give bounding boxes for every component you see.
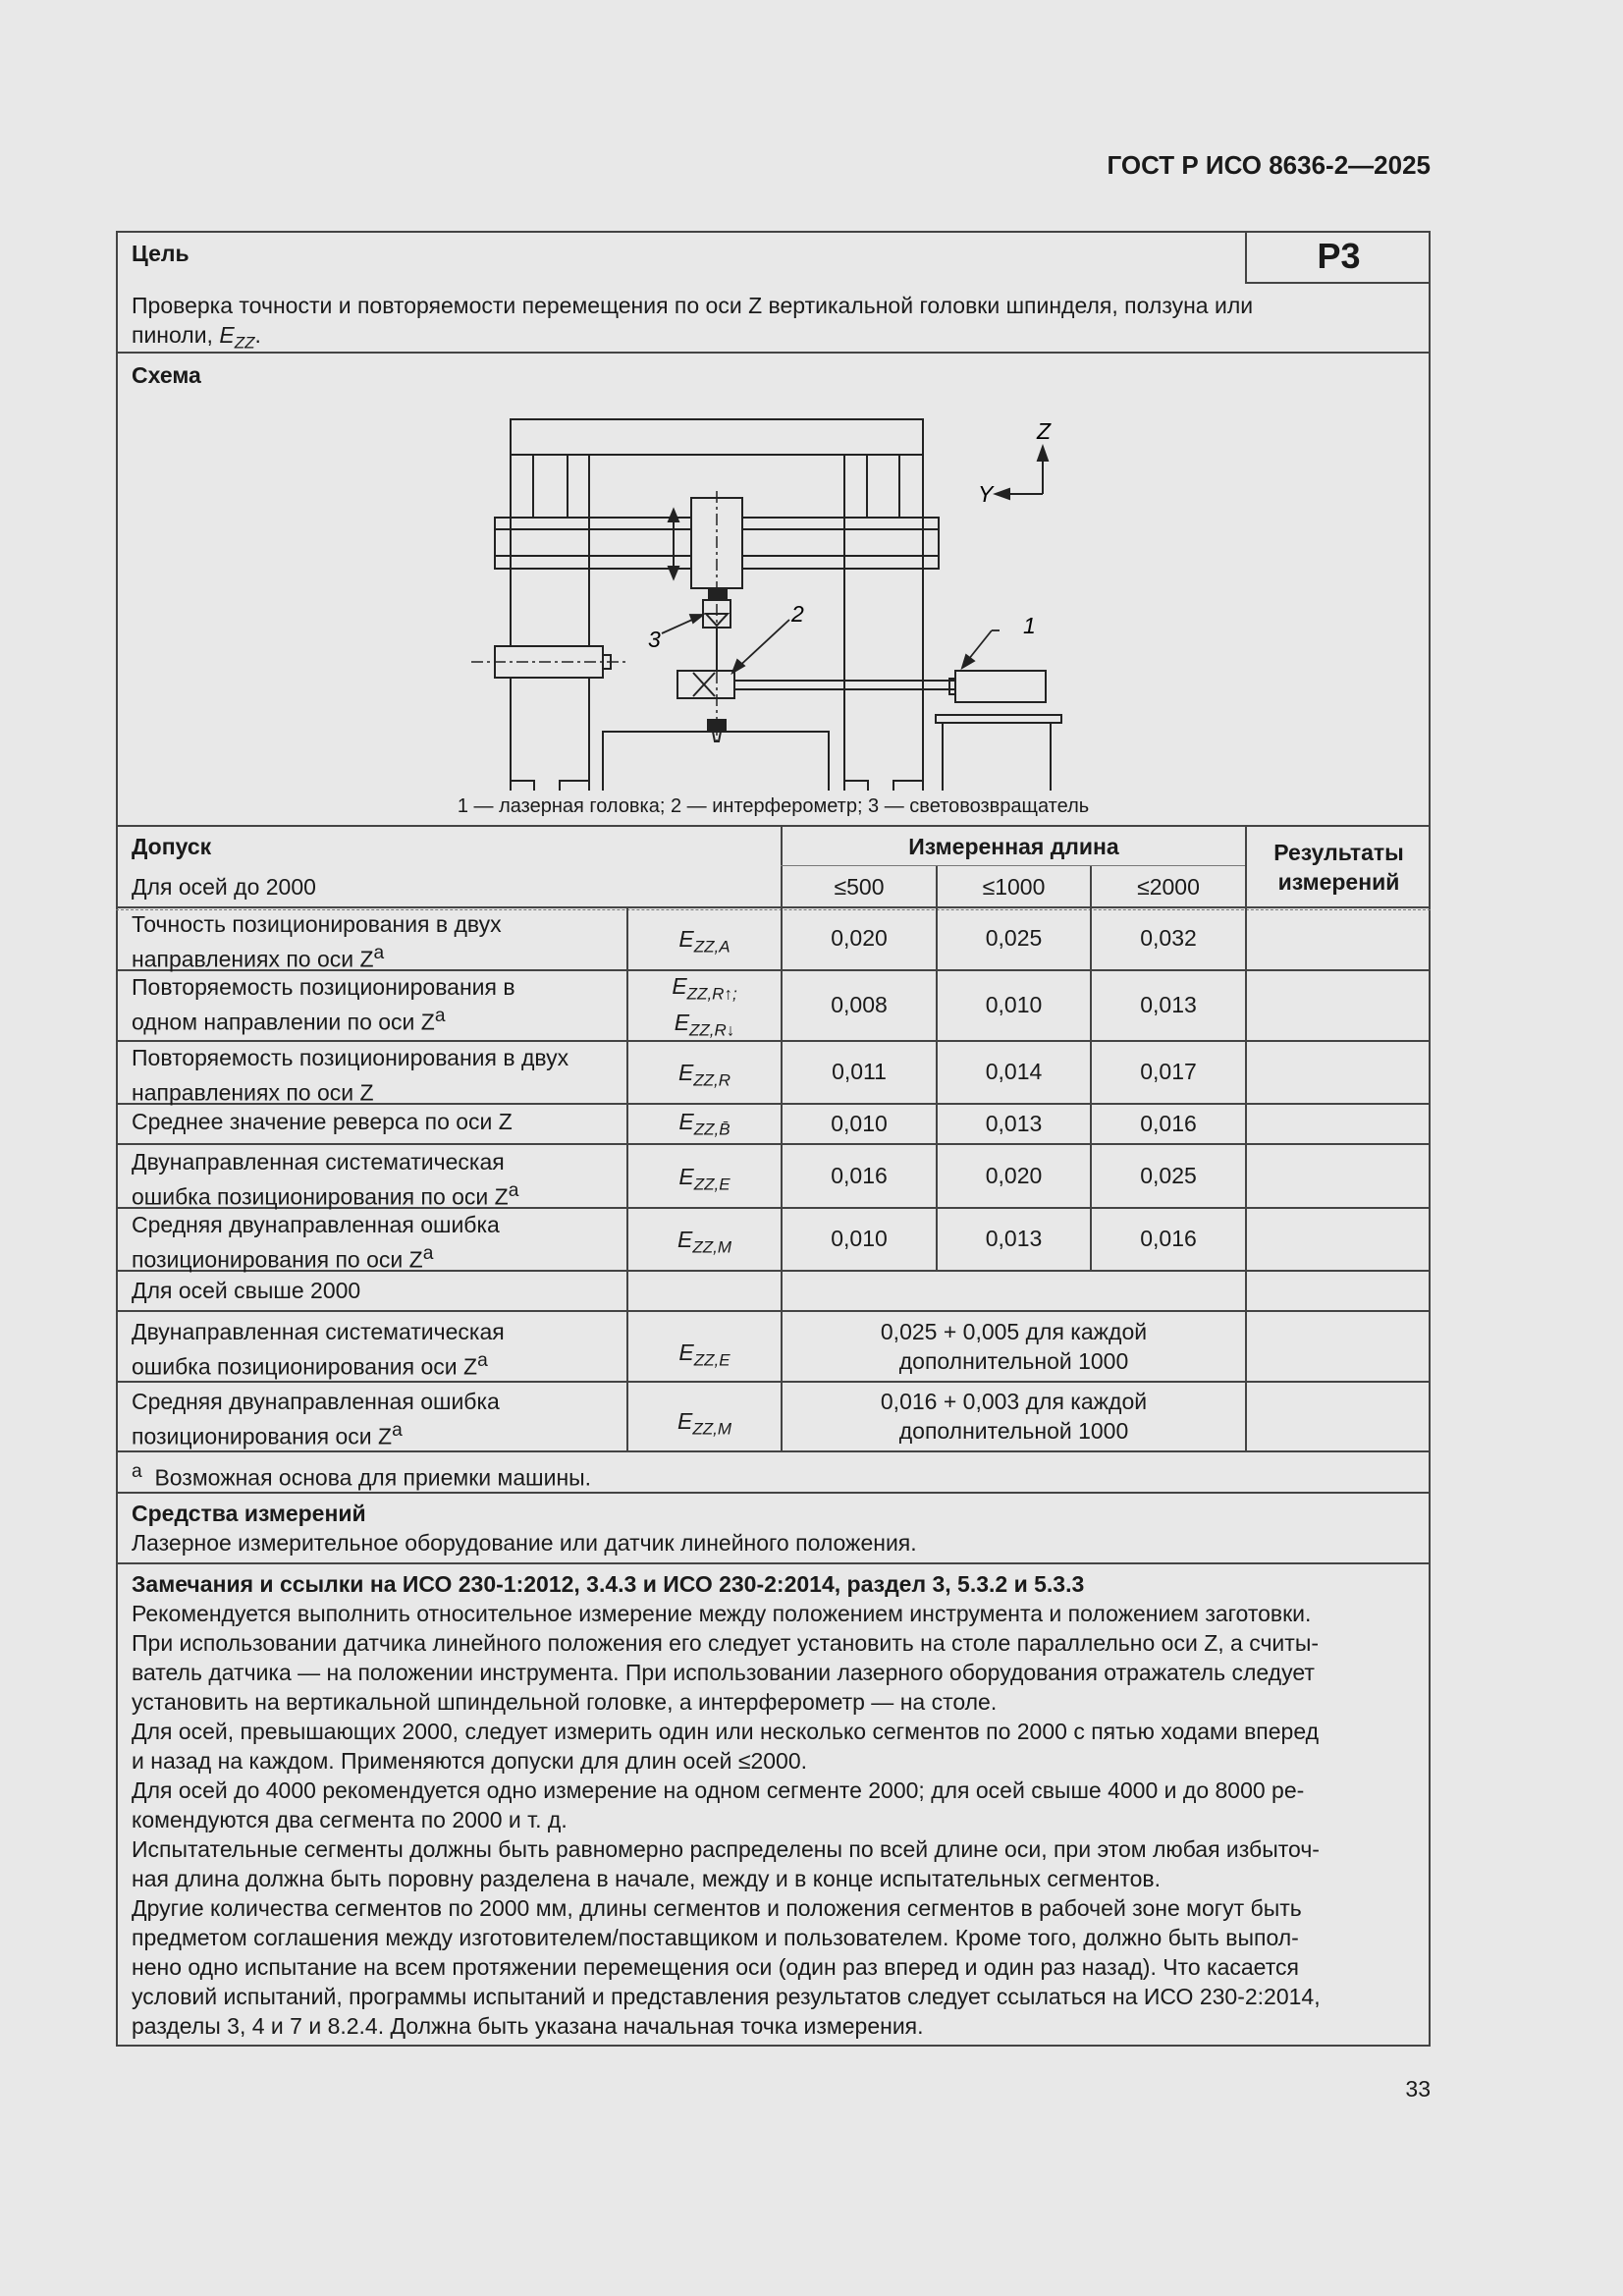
footnote: $^a$ Возможная основа для приемки машины. [132,1461,592,1491]
test-code: P3 [1317,236,1361,276]
row-symbol: $E_{ZZ,M}$ [677,1408,731,1439]
table-cell: 0,013 [985,1226,1043,1251]
table-cell: 0,016 [1140,1226,1197,1251]
purpose-label: Цель [132,241,189,266]
scheme-label: Схема [132,362,201,388]
notes-line: комендуются два сегмента по 2000 и т. д. [132,1807,568,1832]
measured-length-header: Измеренная длина [908,834,1119,859]
table-cell: 0,013 [985,1111,1043,1136]
callout-1: 1 [1023,613,1036,638]
row-symbol: $E_{ZZ,B̄}$ [678,1109,730,1139]
machine-schematic [461,408,1090,791]
divider [116,1562,1431,1564]
table-cell: 0,020 [831,925,888,951]
notes-line: нено одно испытание на всем протяжении перемещения оси (один раз вперед и один раз назад). Что касается [132,1954,1299,1980]
table-cell: 0,032 [1140,925,1197,951]
table-cell: 0,014 [985,1059,1043,1084]
divider [116,1310,1431,1312]
table-cell: 0,011 [832,1059,887,1084]
divider [116,825,1431,827]
tolerance-title: Допуск [132,834,212,859]
notes-section [132,1569,1420,2041]
table-cell: 0,017 [1140,1059,1197,1084]
table-cell: 0,010 [985,992,1043,1017]
notes-title: Замечания и ссылки на ИСО 230-1:2012, 3.4.3 и ИСО 230-2:2014, раздел 3, 5.3.2 и 5.3.3 [132,1571,1085,1597]
notes-line: предметом соглашения между изготовителем/поставщиком и пользователем. Кроме того, должно быть выпол- [132,1925,1299,1950]
table-cell-merged: 0,016 + 0,003 для каждой дополнительной 1000 [880,1389,1148,1444]
column-header: ≤1000 [982,874,1046,900]
table-cell: 0,025 [1140,1163,1197,1188]
divider [116,352,1431,354]
row-label: Средняя двунаправленная ошибка позиционирования по оси $Z^a$ [132,1212,500,1273]
table-cell-merged: 0,025 + 0,005 для каждой дополнительной 1000 [880,1319,1148,1374]
notes-line: разделы 3, 4 и 7 и 8.2.4. Должна быть указана начальная точка измерения. [132,2013,924,2039]
divider [1245,825,1247,1451]
results-header-line2: измерений [1277,869,1400,895]
row-label: Двунаправленная систематическая ошибка позиционирования по оси $Z^a$ [132,1149,519,1210]
table-cell: 0,008 [831,992,888,1017]
row-symbol: $E_{ZZ,R}$ [677,1060,731,1090]
document-id: ГОСТ Р ИСО 8636-2—2025 [1107,150,1431,180]
row-label: Двунаправленная систематическая ошибка позиционирования оси $Z^a$ [132,1319,505,1380]
purpose-line-1: Проверка точности и повторяемости перемещения по оси Z вертикальной головки шпинделя, ползуна или [132,293,1254,318]
row-symbol: $E_{ZZ,E}$ [678,1164,730,1194]
scheme-caption: 1 — лазерная головка; 2 — интерферометр; 3 — световозвращатель [457,795,1090,817]
table-cell: 0,020 [985,1163,1043,1188]
callout-2: 2 [791,601,804,627]
row-label: Средняя двунаправленная ошибка позиционирования оси $Z^a$ [132,1389,500,1449]
row-label: Повторяемость позиционирования в одном направлении по оси $Z^a$ [132,974,515,1035]
table-cell: 0,013 [1140,992,1197,1017]
row-symbol: $E_{ZZ,M}$ [677,1227,731,1257]
table-cell: 0,016 [1140,1111,1197,1136]
notes-line: условий испытаний, программы испытаний и представления результатов следует ссылаться на ИСО 230-2:2014, [132,1984,1321,2009]
row-symbol: $E_{ZZ,E}$ [678,1339,730,1370]
notes-line: Для осей до 4000 рекомендуется одно измерение на одном сегменте 2000; для осей свыше 4000 и до 8000 ре- [132,1777,1305,1803]
notes-line: Рекомендуется выполнить относительное измерение между положением инструмента и положением заготовки. [132,1601,1312,1626]
column-header: ≤2000 [1137,874,1200,900]
divider [781,865,1245,866]
divider [1245,282,1431,284]
notes-line: и назад на каждом. Применяются допуски для длин осей ≤2000. [132,1748,808,1774]
table-cell: 0,010 [831,1111,888,1136]
notes-line: Другие количества сегментов по 2000 мм, длины сегментов и положения сегментов в рабочей зоне могут быть [132,1895,1302,1921]
notes-line: При использовании датчика линейного положения его следует установить на столе параллельно оси Z, а считы- [132,1630,1320,1656]
notes-line: Для осей, превышающих 2000, следует измерить один или несколько сегментов по 2000 с пятью ходами вперед [132,1719,1320,1744]
table-cell: 0,016 [831,1163,888,1188]
table-cell: 0,025 [985,925,1043,951]
callout-3: 3 [648,627,661,652]
notes-line: установить на вертикальной шпиндельной головке, а интерферометр — на столе. [132,1689,998,1715]
row-symbol: $E_{ZZ,A}$ [678,926,730,957]
results-header-line1: Результаты [1273,840,1404,865]
row-symbol: $E_{ZZ,R↑;}$ $E_{ZZ,R↓}$ [672,973,737,1040]
row-label: Среднее значение реверса по оси Z [132,1109,513,1134]
table-cell: 0,010 [831,1226,888,1251]
page-number: 33 [1405,2076,1431,2102]
notes-line: Испытательные сегменты должны быть равномерно распределены по всей длине оси, при этом любая избыточ- [132,1836,1320,1862]
axis-z-label: Z [1037,418,1052,444]
tolerance-subtitle-over: Для осей свыше 2000 [132,1278,361,1303]
instruments-text: Лазерное измерительное оборудование или датчик линейного положения. [132,1530,917,1556]
row-label: Повторяемость позиционирования в двух направлениях по оси Z [132,1045,569,1106]
column-header: ≤500 [834,874,885,900]
axis-y-label: Y [978,481,994,507]
tolerance-subtitle-upto: Для осей до 2000 [132,874,316,900]
notes-line: ватель датчика — на положении инструмента. При использовании лазерного оборудования отражатель следует [132,1660,1315,1685]
instruments-title: Средства измерений [132,1501,366,1526]
row-label: Точность позиционирования в двух направлениях по оси $Z^a$ [132,911,502,972]
purpose-line-2: пиноли, $E_{ZZ}$. [132,322,261,353]
divider [116,906,1431,908]
notes-line: ная длина должна быть поровну разделена в начале, между и в конце испытательных сегментов. [132,1866,1162,1891]
